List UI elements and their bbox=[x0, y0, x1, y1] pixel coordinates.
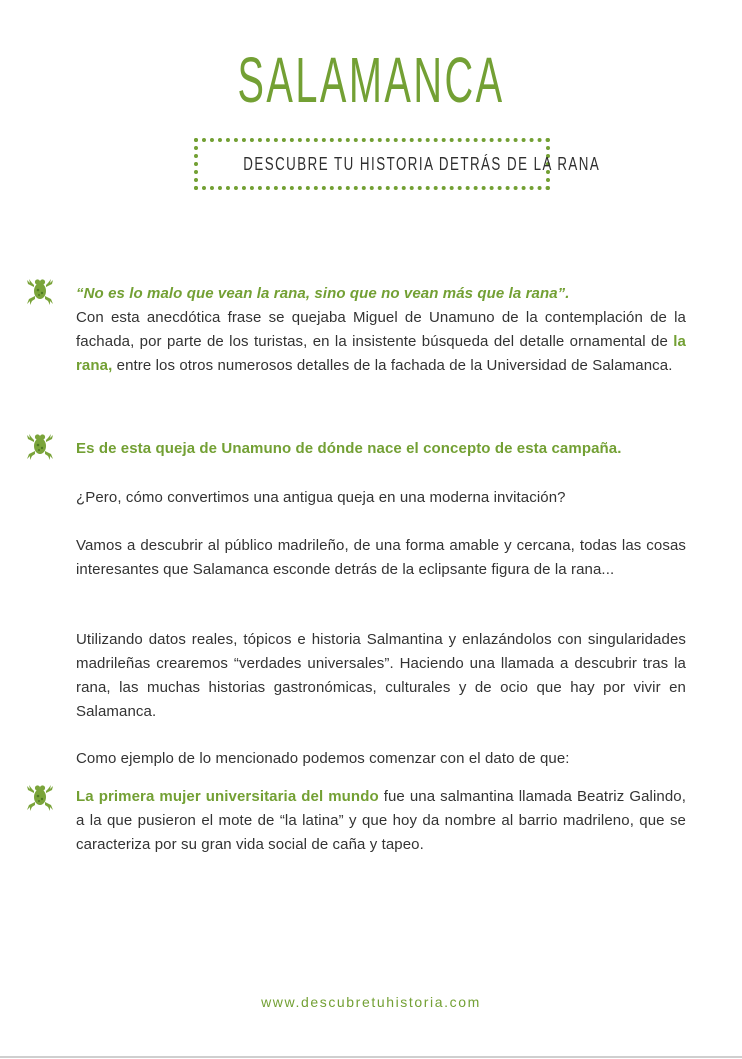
campaign-heading: Es de esta queja de Unamuno de dónde nace el concepto de esta campaña. bbox=[76, 440, 622, 457]
section-beatriz bbox=[76, 785, 686, 857]
frog-icon bbox=[25, 275, 55, 307]
frog-icon bbox=[25, 781, 55, 813]
intro-text-a: Con esta anecdótica frase se quejaba Miguel de Unamuno de la contemplación de la fachada, por parte de los turistas, en la insistente búsqueda del detalle ornamental de bbox=[76, 309, 686, 350]
section-intro bbox=[76, 282, 686, 378]
paragraph-universal-truths: Utilizando datos reales, tópicos e historia Salmantina y enlazándolos con singularidades madrileñas crearemos “verdades universales”. Haciendo una llamada a descubrir tras la rana, las muchas historias gastronómicas, culturales y de ocio que hay por vivir en Salamanca. bbox=[76, 631, 686, 720]
rana-highlight: la rana, bbox=[76, 333, 686, 374]
page-title: SALAMANCA bbox=[237, 44, 505, 116]
footer-url: www.descubretuhistoria.com bbox=[261, 994, 481, 1010]
page-bottom-divider bbox=[0, 1056, 742, 1058]
unamuno-quote: “No es lo malo que vean la rana, sino que no vean más que la rana”. bbox=[76, 285, 570, 302]
subtitle-frame bbox=[194, 138, 601, 190]
frog-icon bbox=[25, 430, 55, 462]
paragraph-discover: Vamos a descubrir al público madrileño, de una forma amable y cercana, todas las cosas interesantes que Salamanca esconde detrás de la eclipsante figura de la rana... bbox=[76, 537, 686, 578]
paragraph-example: Como ejemplo de lo mencionado podemos comenzar con el dato de que: bbox=[76, 750, 570, 767]
first-woman-highlight: La primera mujer universitaria del mundo bbox=[76, 788, 379, 805]
intro-text-b: entre los otros numerosos detalles de la fachada de la Universidad de Salamanca. bbox=[116, 357, 673, 374]
paragraph-question: ¿Pero, cómo convertimos una antigua queja en una moderna invitación? bbox=[76, 489, 566, 506]
beatriz-text: fue una salmantina llamada Beatriz Galindo, a la que pusieron el mote de “la latina” y que hoy da nombre al barrio madrileno, que se caracteriza por su gran vida social de caña y tapeo. bbox=[76, 788, 686, 853]
subtitle: DESCUBRE TU HISTORIA DETRÁS DE LA RANA bbox=[243, 154, 601, 174]
